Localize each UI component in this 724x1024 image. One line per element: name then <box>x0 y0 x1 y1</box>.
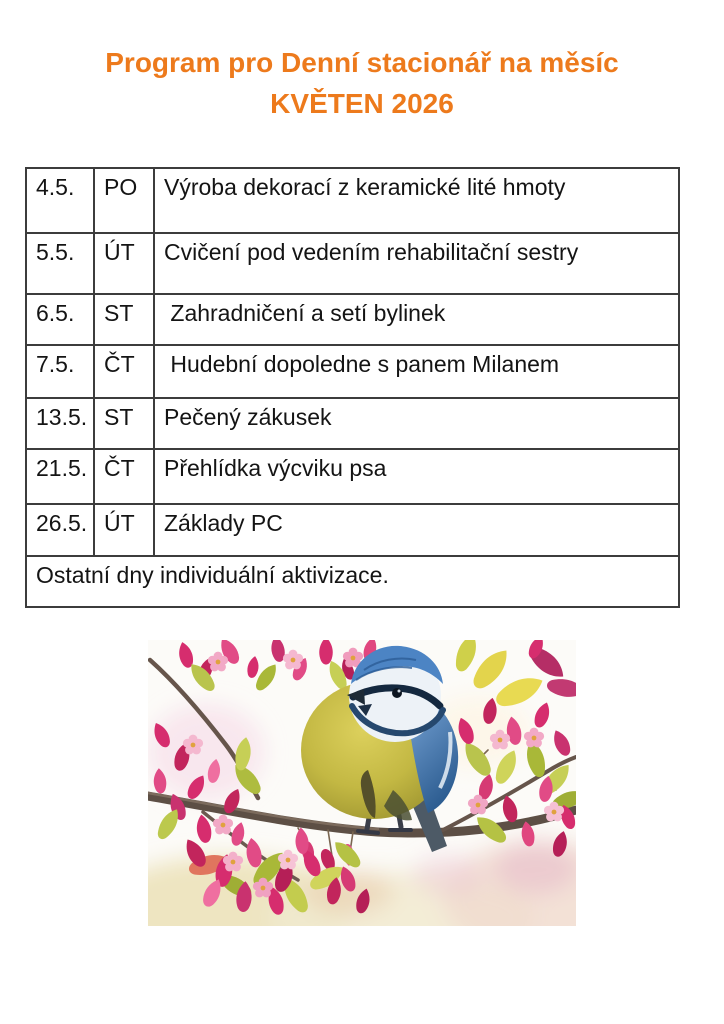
table-row <box>26 345 679 398</box>
activity-cell: Cvičení pod vedením rehabilitační sestry <box>154 233 679 294</box>
date-cell: 21.5. <box>26 449 94 504</box>
table-footer-row <box>26 556 679 607</box>
activity-cell: Hudební dopoledne s panem Milanem <box>154 345 679 398</box>
activity-cell: Zahradničení a setí bylinek <box>154 294 679 345</box>
date-cell: 4.5. <box>26 168 94 233</box>
day-cell: ÚT <box>94 504 154 556</box>
table-row <box>26 398 679 449</box>
bird-photo-illustration <box>148 640 576 926</box>
table-row <box>26 449 679 504</box>
day-cell: ST <box>94 294 154 345</box>
day-cell: ČT <box>94 345 154 398</box>
schedule-table <box>25 167 680 608</box>
table-row <box>26 294 679 345</box>
table-row <box>26 168 679 233</box>
date-cell: 7.5. <box>26 345 94 398</box>
day-cell: ST <box>94 398 154 449</box>
activity-cell: Přehlídka výcviku psa <box>154 449 679 504</box>
title-line-1: Program pro Denní stacionář na měsíc <box>105 47 619 78</box>
title-line-2: KVĚTEN 2026 <box>270 88 454 119</box>
table-row <box>26 504 679 556</box>
page-title <box>0 42 724 124</box>
day-cell: PO <box>94 168 154 233</box>
activity-cell: Základy PC <box>154 504 679 556</box>
date-cell: 6.5. <box>26 294 94 345</box>
table-row <box>26 233 679 294</box>
date-cell: 26.5. <box>26 504 94 556</box>
activity-cell: Výroba dekorací z keramické lité hmoty <box>154 168 679 233</box>
activity-cell: Pečený zákusek <box>154 398 679 449</box>
bird-photo <box>148 640 576 926</box>
day-cell: ÚT <box>94 233 154 294</box>
day-cell: ČT <box>94 449 154 504</box>
footer-cell: Ostatní dny individuální aktivizace. <box>26 556 679 607</box>
date-cell: 5.5. <box>26 233 94 294</box>
date-cell: 13.5. <box>26 398 94 449</box>
